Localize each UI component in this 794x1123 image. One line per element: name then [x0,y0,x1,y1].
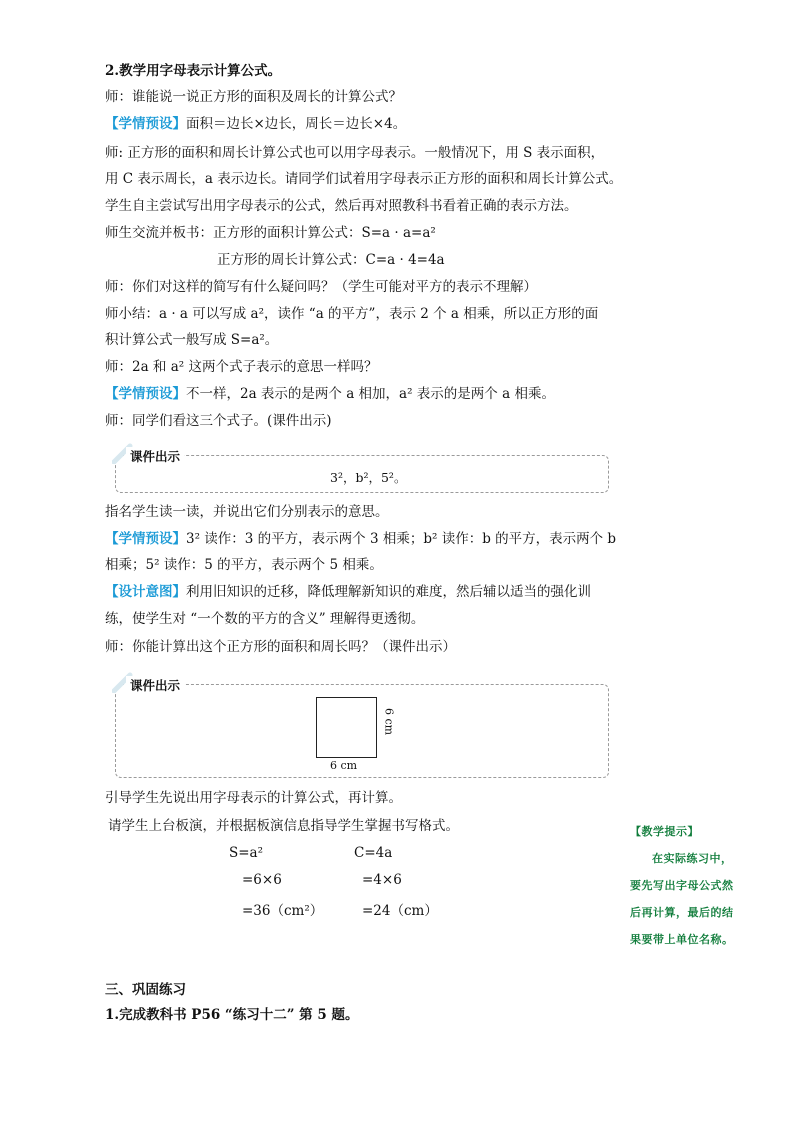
courseware-box-1 [115,449,609,493]
student-preview [105,385,615,403]
teaching-tip-line: 在实际练习中， [652,852,733,865]
preview-tag: 【学情预设】 [105,386,186,402]
paragraph: 师：2a 和 a² 这两个式子表示的意思一样吗？ [105,359,378,375]
perimeter-result: =24（cm） [362,903,438,919]
courseware-label: 课件出示 [126,447,184,465]
intent-tag: 【设计意图】 [105,584,186,600]
design-intent [105,583,615,601]
teaching-tip-title: 【教学提示】 [630,825,699,838]
paragraph: 练，使学生对 “一个数的平方的含义” 理解得更透彻。 [105,611,425,627]
square-side-label: 6 cm [382,707,396,736]
paragraph: 引导学生先说出用字母表示的计算公式，再计算。 [105,790,402,806]
exercise-item: 1.完成教科书 P56 “练习十二” 第 5 题。 [105,1007,359,1023]
formula-perimeter: 正方形的周长计算公式：C=a · 4=4a [217,252,445,268]
preview-text: 不一样，2a 表示的是两个 a 相加，a² 表示的是两个 a 相乘。 [186,386,555,402]
paragraph: 师：你们对这样的简写有什么疑问吗？（学生可能对平方的表示不理解） [105,279,537,295]
square-figure [316,697,377,758]
teacher-question: 师：谁能说一说正方形的面积及周长的计算公式？ [105,89,402,105]
paragraph: 师：同学们看这三个式子。(课件出示) [105,413,332,429]
preview-text: 3² 读作：3 的平方，表示两个 3 相乘；b² 读作：b 的平方，表示两个 b [186,531,617,547]
perimeter-step: =4×6 [362,872,402,888]
intent-text: 利用旧知识的迁移，降低理解新知识的难度，然后辅以适当的强化训 [186,584,591,600]
summary: 积计算公式一般写成 S=a²。 [105,332,279,348]
teaching-tip-line: 果要带上单位名称。 [630,933,734,946]
section-title: 2.教学用字母表示计算公式。 [105,63,282,79]
paragraph: 相乘；5² 读作：5 的平方，表示两个 5 相乘。 [105,557,383,573]
square-bottom-label: 6 cm [330,759,358,772]
teaching-tip [630,818,745,953]
preview-tag: 【学情预设】 [105,116,186,132]
paragraph: 师: 正方形的面积和周长计算公式也可以用字母表示。一般情况下，用 S 表示面积， [105,145,605,161]
student-preview [105,530,615,548]
preview-tag: 【学情预设】 [105,531,186,547]
area-step: =6×6 [242,872,282,888]
preview-text: 面积＝边长×边长，周长＝边长×4。 [186,116,407,132]
area-result: =36（cm²） [242,903,324,919]
area-formula: S=a² [229,845,264,861]
courseware-box-2 [115,678,609,778]
powers-expression: 3²，b²，5²。 [330,470,407,485]
paragraph: 指名学生读一读，并说出它们分别表示的意思。 [105,504,389,520]
summary: 师小结：a · a 可以写成 a²，读作 “a 的平方”，表示 2 个 a 相乘，所以正方形的面 [105,306,599,322]
teaching-tip-line: 要先写出字母公式然 [630,879,734,892]
formula-area: 师生交流并板书：正方形的面积计算公式：S=a · a=a² [105,225,436,241]
teaching-tip-line: 后再计算，最后的结 [630,906,734,919]
student-preview [105,115,615,133]
paragraph: 用 C 表示周长，a 表示边长。请同学们试着用字母表示正方形的面积和周长计算公式。 [105,171,623,187]
paragraph: 请学生上台板演，并根据板演信息指导学生掌握书写格式。 [108,818,459,834]
teacher-question: 师：你能计算出这个正方形的面积和周长吗？（课件出示） [105,639,456,655]
section-title: 三、巩固练习 [105,982,186,998]
paragraph: 学生自主尝试写出用字母表示的公式，然后再对照教科书看着正确的表示方法。 [105,198,578,214]
perimeter-formula: C=4a [354,845,393,861]
courseware-label: 课件出示 [126,676,184,694]
